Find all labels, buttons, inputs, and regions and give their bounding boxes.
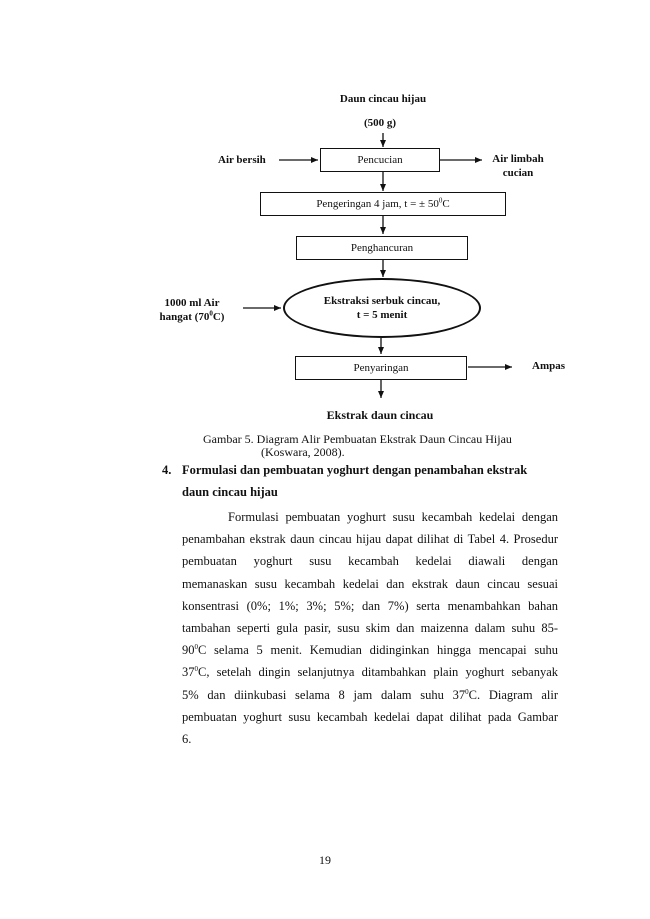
step-extraction-line1: Ekstraksi serbuk cincau, — [323, 295, 441, 307]
step-washing — [320, 148, 440, 172]
page-number: 19 — [319, 853, 331, 867]
step-washing-label: Pencucian — [357, 154, 403, 166]
para-l9-a: 5% dan diinkubasi selama 8 jam dalam suhu 37 — [182, 687, 466, 702]
step-grinding-label: Penghancuran — [350, 242, 414, 254]
para-line-5: konsentrasi (0%; 1%; 3%; 5%; dan 7%) serta menambahkan bahan — [182, 598, 558, 613]
diagram-title: Daun cincau hijau — [339, 93, 427, 105]
input-warm-sup: 0 — [209, 309, 213, 318]
step-extraction-line2: t = 5 menit — [356, 309, 408, 321]
input-warm-line2 — [152, 310, 232, 324]
para-line-4: memanaskan susu kecambah kedelai dan ekstrak daun cincau sesuai — [182, 576, 558, 591]
input-warm-line1: 1000 ml Air — [164, 297, 220, 309]
para-l7-b: C selama 5 menit. Kemudian didinginkan hingga mencapai suhu — [198, 643, 558, 658]
step-drying — [260, 192, 506, 216]
para-l9-b: C. Diagram alir — [468, 687, 558, 702]
step-filtering — [295, 356, 467, 380]
step-extraction — [283, 278, 481, 338]
step-drying-text: Pengeringan 4 jam, t = ± 50 — [316, 198, 439, 210]
para-line-6: tambahan seperti gula pasir, susu skim dan maizenna dalam suhu 85- — [182, 621, 558, 636]
input-water-label: Air bersih — [218, 154, 266, 166]
para-line-7 — [182, 639, 558, 661]
para-l7-a: 90 — [182, 643, 195, 658]
diagram-result: Ekstrak daun cincau — [326, 408, 434, 422]
input-warm-water-label — [152, 296, 232, 324]
para-line-1: Formulasi pembuatan yoghurt susu kecambah kedelai dengan — [228, 510, 558, 524]
para-l7-sup: 0 — [194, 643, 198, 652]
figure-caption-source: (Koswara, 2008). — [261, 445, 345, 459]
step-filtering-label: Penyaringan — [353, 362, 409, 374]
output-waste-line2: cucian — [502, 167, 534, 179]
input-warm-unit: C) — [212, 311, 225, 323]
output-waste-line1: Air limbah — [492, 153, 544, 165]
section-title-line2: daun cincau hijau — [182, 485, 278, 499]
para-line-9 — [182, 684, 558, 706]
diagram-quantity: (500 g) — [363, 117, 397, 129]
section-title-line1: Formulasi dan pembuatan yoghurt dengan penambahan ekstrak — [182, 463, 528, 477]
para-line-11: 6. — [182, 732, 192, 747]
para-line-2: penambahan ekstrak daun cincau hijau dapat dilihat di Tabel 4. Prosedur — [182, 532, 558, 547]
para-l8-sup: 0 — [194, 665, 198, 674]
para-l8-a: 37 — [182, 665, 195, 680]
section-title — [182, 459, 527, 503]
step-grinding — [296, 236, 468, 260]
input-warm-text: hangat (70 — [159, 311, 210, 323]
degree-sup: 0 — [438, 196, 443, 205]
para-line-3: pembuatan yoghurt susu kecambah kedelai diawali dengan — [182, 554, 558, 569]
step-drying-label — [316, 198, 449, 210]
para-line-8 — [182, 661, 558, 683]
output-waste-label — [486, 152, 550, 180]
para-l8-b: C, setelah dingin selanjutnya ditambahkan plain yoghurt sebanyak — [198, 665, 558, 680]
para-line-10: pembuatan yoghurt susu kecambah kedelai dapat dilihat pada Gambar — [182, 709, 558, 724]
figure-caption: Gambar 5. Diagram Alir Pembuatan Ekstrak Daun Cincau Hijau — [203, 432, 512, 446]
section-number: 4. — [162, 463, 172, 477]
body-paragraph — [182, 506, 558, 750]
para-l9-sup: 0 — [465, 687, 469, 696]
step-drying-unit: C — [442, 198, 450, 210]
output-residue-label: Ampas — [532, 360, 566, 372]
